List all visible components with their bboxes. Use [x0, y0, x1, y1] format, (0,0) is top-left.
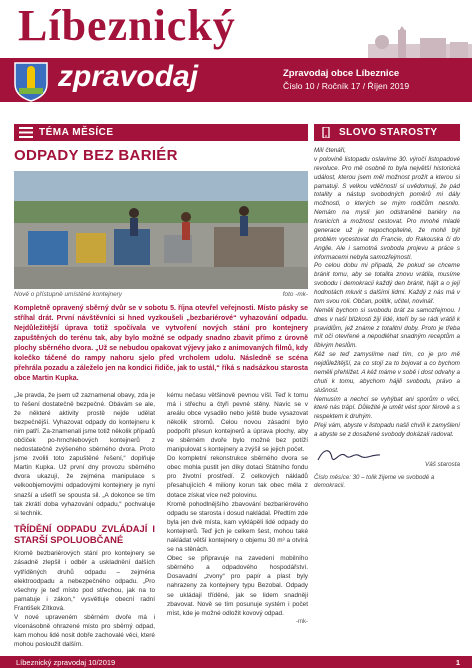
article-subheading: TŘÍDĚNÍ ODPADU ZVLÁDAJÍ I STARŠÍ SPOLUOBČANÉ — [14, 522, 155, 546]
issue-info: Číslo 10 / Ročník 17 / Říjen 2019 — [283, 80, 410, 91]
masthead — [0, 0, 472, 112]
article-body — [14, 391, 308, 650]
footer-publication: Líbeznický zpravodaj 10/2019 — [16, 657, 116, 667]
number-of-month-note: Číslo měsíce: 30 – tolik žijeme ve svobodě a demokracii. — [314, 473, 435, 490]
article-lead: Kompletně opravený sběrný dvůr se v sobotu 5. října otevřel veřejnosti. Místo pásky se stříhal drát. První návštěvníci si hned vyzkoušeli „bezbariérové“ vyhazování odpadu. Nejdůležitější úprava totiž spočívala ve vytvoření nových stání pro kontejnery zapuštěných do terénu tak, aby bylo možné se odpady snadno zbavit přímo z úrovně plochy sběrného dvora. „Už se nebudou opakovat výjevy jako z animovaných filmů, kdy kolečko táčené do rampy nahoru sjelo před vrcholem udolu. Následně se scéna přehrála pozadu a záleželo jen na kondici řidiče, jak to ustál,“ říká s nadsázkou starosta obce Martin Kupka. — [14, 305, 308, 382]
photo-caption-row — [14, 291, 308, 298]
theme-section-header — [14, 124, 308, 141]
theme-article — [14, 124, 308, 649]
mayor-signature — [314, 446, 460, 468]
mayor-column — [314, 124, 460, 491]
municipal-crest-icon — [14, 62, 48, 102]
signature-role: Váš starosta — [425, 460, 460, 468]
mayor-section-header — [314, 124, 460, 141]
letter-paragraph: Po celou dobu mi připadá, že pokud se chceme bránit tomu, aby se totalita znovu vrátila, musíme svobodu i demokracii každý den bránit, hájit a o její hodnotách mluvit s dalšími lidmi. Každý z nás má v tom svou roli. Občan, politik, učitel, novinář. — [314, 262, 460, 305]
town-silhouette-illustration — [368, 26, 472, 60]
mayor-section-label: SLOVO STAROSTY — [339, 127, 438, 138]
photo-credit: foto -mk- — [282, 291, 308, 298]
letter-greeting: Milí čtenáři, — [314, 147, 346, 154]
masthead-info — [283, 68, 409, 92]
theme-section-label: TÉMA MĚSÍCE — [39, 127, 114, 138]
article-column-1 — [14, 391, 155, 650]
phone-icon — [319, 127, 333, 138]
article-paragraph: „Je pravda, že jsem už zaznamenal obavy, zda je to řešení dostatečně bezpečné. Obávám se ale, že některé aktivity prostě nejde udělat bezpečnější. Vyhazovat odpady do kontejneru k nim patří. Za-znamenali jsme totiž několik případů občiček po-hrnchlebových kontejnerů z nedostatečně zvýšeného sběrného dvora. Proto jsme zvolili toto zapuštěné řešení,“ doplňuje Martin Kupka. Už první dny provozu sběrného dvora ukazují, že zejména manipulace s velkoobjemovými odpadovými kontejnery je nyní snazší a ušetří se spousta sil. „A dokonce se tím tak zkrátí doba vyhazování odpadu,“ pochvaluje si technik. — [14, 391, 156, 517]
magazine-subtitle: zpravodaj — [58, 60, 199, 93]
publisher-name: Zpravodaj obce Líbeznice — [283, 68, 400, 79]
letter-paragraph: Nemusím a nechci se vyhýbat ani sporům o věci, které nás trápí. Důležité je umět vést spor férově a s respektem k druhým. — [314, 395, 460, 421]
article-paragraph: Kromě pohodlnějšího zbavování bezbariérového odpadu se starosta i dosud nakládal. Předtím zde byla jen dvě místa, kam vyklápěli lidé odpady do kontejnerů. Teď jich je celkem šest, mohou také nakládat větší kontejnery o objemu 30 m³ a otvírá se na stěnách. — [167, 500, 308, 554]
article-paragraph: kému nečasu většinově pevnou víšl. Teď k tomu má i střechu a čtyři pevné stěny. Navíc se v areálu obce vysadilo nebo ještě bude vysazovat několik stromů. Celou novou zásadní bylo podpořit přesun kontejnerů a úprava plochy, aby ve sběrném dvoře bylo možné bez potíží manipulovat s kontejnery a zvýšil se jejich počet. — [167, 391, 308, 454]
menu-lines-icon — [19, 127, 33, 138]
article-paragraph: V nové upraveném sběrném dvoře má i vícenásobně ohrazené místo pro sběrný odpad, kam mohou lidé nosit dobře zachovalé věci, které mohou posloužit dalším. — [14, 614, 155, 649]
magazine-title: Líbeznický — [18, 1, 236, 50]
article-headline: ODPADY BEZ BARIÉR — [14, 147, 178, 164]
article-paragraph: Kromě bezbariérových stání pro kontejnery se zásadně zlepšil i odběr a uskladnění dalších vytříděných druhů odpadu – zejména elektroodpadu a nebezpečného odpadu. „Pro všechny je teď místo pod střechou, jak na to pamatuje i zákon,“ vysvětluje obecní radní František Zítková. — [14, 550, 155, 612]
article-author-sig: -mk- — [296, 618, 308, 625]
photo-caption: Nově o přístupně umístěné kontejnery — [14, 291, 122, 298]
handwritten-signature — [314, 446, 394, 466]
article-paragraph: Obec se připravuje na zavedení mobilního sběrného a odpadového hospodářství. Dosavadní „zvony“ pro papír a plast byly nahrazeny za kontejnery typu Bezobal. Odpady se ukládají tříděné, jak se lidem snadněji zbavovat. Nově se tím posunuje systém i počet míst, kde je možné odložit kovový odpad. — [167, 555, 308, 617]
collection-yard-photo — [14, 171, 308, 289]
page-number: 1 — [455, 657, 460, 667]
letter-paragraph: Přeji vám, abyste v listopadu našli chvíli k zamyšlení a abyste se z dosažené svobody dokázali radovat. — [314, 422, 460, 438]
article-paragraph: Do kompletní rekonstrukce sběrného dvora se obec mohla pustit jen díky dotaci Státního fondu pro životní prostředí. Z celkových nákladů přesahujících 4 miliony korun tak obec měla z dotace získat více než polovinu. — [167, 455, 308, 499]
letter-paragraph: Neměli bychom si svobodu brát za samozřejmou. I dnes v naší blízkosti žijí lidé, kteří by se rádi vrátili k pravidlům, jež známe z totalitní doby. Proto je třeba mít oči otevřené a nepodléhat snadným receptům a líbivým heslům. — [314, 306, 460, 350]
mayor-letter — [314, 147, 460, 440]
article-photo — [14, 171, 308, 289]
letter-paragraph: v polovině listopadu oslavíme 30. výročí listopadové revoluce. Pro mě osobně to byla největší historická událost, kterou jsem měl možnost prožít a kterou si pamatuji. S velkou vděčností si uvědomuji, že pád totality a nástup svobodných poměrů mi dály možnosti, o kterých se mým rodičům nesnilo. Nemám na mysli jen odstraněné bariéry na hranicích a možnost cestovat. Pro mnohé mladé generace už je nepochopitelné, že mohli být problém vycestovat do Francie, do Rakouska či do Anglie. Ale i samotná svoboda projevu a práce s informacemi nebyla samozřejmostí. — [314, 155, 460, 261]
page-footer — [0, 656, 472, 668]
article-column-2 — [167, 391, 308, 650]
letter-paragraph: Kéž se teď zamyslíme nad tím, co je pro mě nejdůležitější, za co stojí za to bojovat a co bychom neměli přehlížet. A kéž máme v sobě i dost odvahy a chuti k tomu, abychom hájili svobodu, právo a slušnost. — [314, 351, 460, 394]
